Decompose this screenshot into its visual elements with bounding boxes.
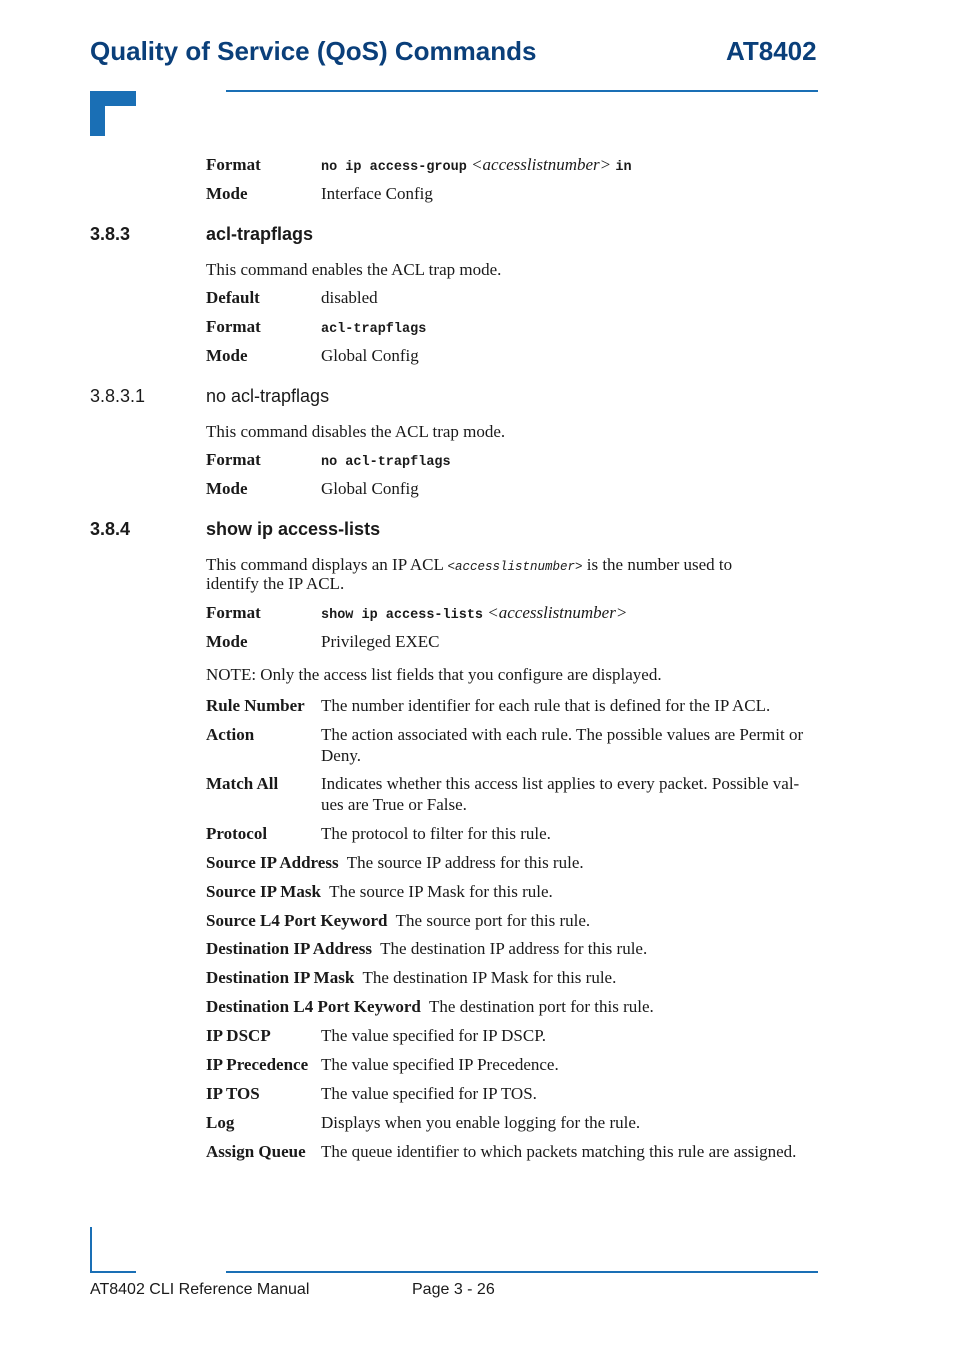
page-title: Quality of Service (QoS) Commands xyxy=(90,36,537,66)
mode-label: Mode xyxy=(206,632,248,651)
field-desc-destination-ip-address: The destination IP address for this rule. xyxy=(380,939,648,958)
mode-value: Interface Config xyxy=(321,184,433,203)
field-desc-ip-precedence: The value specified IP Precedence. xyxy=(321,1055,559,1074)
mode-value: Global Config xyxy=(321,479,419,498)
field-label-source-ip-mask: Source IP Mask xyxy=(206,882,321,901)
description-text: This command displays an IP ACL xyxy=(206,555,448,574)
field-desc-source-ip-address: The source IP address for this rule. xyxy=(346,853,584,872)
field-label-destination-ip-mask: Destination IP Mask xyxy=(206,968,355,987)
field-desc-destination-ip-mask: The destination IP Mask for this rule. xyxy=(362,968,617,987)
field-desc-match-all: Indicates whether this access list applies to every packet. Possible val-ues are True or False. xyxy=(321,774,800,814)
field-source-ip-address xyxy=(206,853,584,873)
field-label-match-all: Match All xyxy=(206,774,279,793)
field-label-rule-number: Rule Number xyxy=(206,696,305,715)
format-label: Format xyxy=(206,450,261,469)
mode-label: Mode xyxy=(206,479,248,498)
format-suffix: in xyxy=(615,160,632,175)
note-text: NOTE: Only the access list fields that you configure are displayed. xyxy=(206,665,662,684)
corner-bracket-bottom-vertical xyxy=(90,1227,92,1273)
field-label-ip-tos: IP TOS xyxy=(206,1084,260,1103)
format-command: no ip access-group xyxy=(321,160,467,175)
header-rule xyxy=(226,90,818,92)
description-text-end: is the number used to xyxy=(582,555,733,574)
field-label-destination-l4-port-keyword: Destination L4 Port Keyword xyxy=(206,997,421,1016)
section-description-line2: identify the IP ACL. xyxy=(206,574,345,593)
field-label-protocol: Protocol xyxy=(206,824,268,843)
corner-bracket-bottom-horizontal xyxy=(90,1271,136,1273)
field-desc-rule-number: The number identifier for each rule that is defined for the IP ACL. xyxy=(321,696,771,715)
field-label-action: Action xyxy=(206,725,255,744)
format-label: Format xyxy=(206,155,261,174)
footer-rule xyxy=(226,1271,818,1273)
field-label-ip-precedence: IP Precedence xyxy=(206,1055,309,1074)
format-value xyxy=(321,450,451,470)
product-name: AT8402 xyxy=(726,36,817,66)
field-desc-assign-queue: The queue identifier to which packets matching this rule are assigned. xyxy=(321,1142,797,1161)
format-argument: <accesslistnumber> xyxy=(471,155,612,174)
field-desc-ip-tos: The value specified for IP TOS. xyxy=(321,1084,537,1103)
section-description xyxy=(206,555,732,575)
subsection-description: This command disables the ACL trap mode. xyxy=(206,422,506,441)
mode-label: Mode xyxy=(206,184,248,203)
format-command: acl-trapflags xyxy=(321,322,427,337)
section-number: 3.8.4 xyxy=(90,519,131,539)
format-command: no acl-trapflags xyxy=(321,455,451,470)
default-label: Default xyxy=(206,288,260,307)
field-destination-l4-port-keyword xyxy=(206,997,654,1017)
field-desc-protocol: The protocol to filter for this rule. xyxy=(321,824,551,843)
field-source-ip-mask xyxy=(206,882,553,902)
field-label-assign-queue: Assign Queue xyxy=(206,1142,306,1161)
default-value: disabled xyxy=(321,288,378,307)
format-label: Format xyxy=(206,317,261,336)
field-desc-ip-dscp: The value specified for IP DSCP. xyxy=(321,1026,547,1045)
field-label-destination-ip-address: Destination IP Address xyxy=(206,939,372,958)
format-argument: <accesslistnumber> xyxy=(487,603,628,622)
subsection-title: no acl-trapflags xyxy=(206,386,330,406)
field-destination-ip-address xyxy=(206,939,647,959)
field-label-ip-dscp: IP DSCP xyxy=(206,1026,271,1045)
section-title: acl-trapflags xyxy=(206,224,314,244)
field-desc-action: The action associated with each rule. The possible values are Permit or Deny. xyxy=(321,725,804,765)
mode-label: Mode xyxy=(206,346,248,365)
mode-value: Global Config xyxy=(321,346,419,365)
field-label-log: Log xyxy=(206,1113,235,1132)
footer-manual-title: AT8402 CLI Reference Manual xyxy=(90,1281,310,1298)
subsection-number: 3.8.3.1 xyxy=(90,386,146,406)
field-destination-ip-mask xyxy=(206,968,616,988)
field-desc-destination-l4-port-keyword: The destination port for this rule. xyxy=(429,997,654,1016)
field-desc-source-l4-port-keyword: The source port for this rule. xyxy=(395,911,591,930)
footer-page-number: Page 3 - 26 xyxy=(412,1281,495,1298)
section-title: show ip access-lists xyxy=(206,519,381,539)
field-label-source-ip-address: Source IP Address xyxy=(206,853,339,872)
format-value xyxy=(321,155,632,175)
format-value xyxy=(321,603,627,623)
corner-bracket-top-horizontal xyxy=(90,91,136,106)
field-label-source-l4-port-keyword: Source L4 Port Keyword xyxy=(206,911,388,930)
description-argument: <accesslistnumber> xyxy=(447,560,583,574)
mode-value: Privileged EXEC xyxy=(321,632,440,651)
format-label: Format xyxy=(206,603,261,622)
section-description: This command enables the ACL trap mode. xyxy=(206,260,502,279)
field-source-l4-port-keyword xyxy=(206,911,590,931)
field-desc-log: Displays when you enable logging for the rule. xyxy=(321,1113,641,1132)
format-value xyxy=(321,317,426,337)
format-command: show ip access-lists xyxy=(321,608,484,623)
section-number: 3.8.3 xyxy=(90,224,131,244)
field-desc-source-ip-mask: The source IP Mask for this rule. xyxy=(329,882,553,901)
